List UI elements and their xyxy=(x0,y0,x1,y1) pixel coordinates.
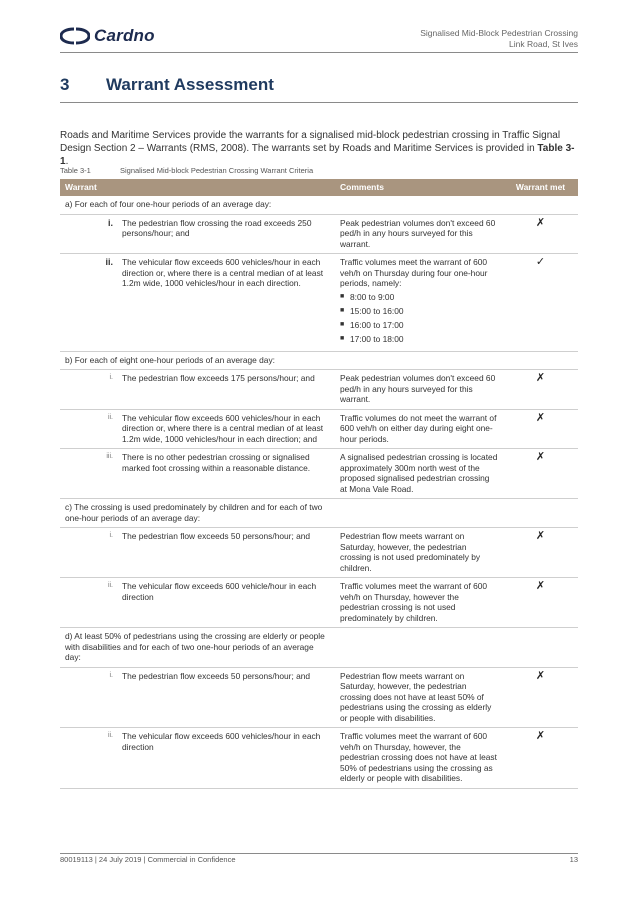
warrant-text: The pedestrian flow exceeds 50 persons/hour; and xyxy=(122,531,311,541)
section-heading xyxy=(60,75,578,95)
warrant-text: The pedestrian flow exceeds 175 persons/hour; and xyxy=(122,373,315,383)
table-row xyxy=(60,667,578,728)
group-label: b) For each of eight one-hour periods of an average day: xyxy=(60,351,335,370)
comment-text: Pedestrian flow meets warrant on Saturday, however, the pedestrian crossing does not have at least 50% of pedestrians using the crossing as elderly or people with disabilities. xyxy=(335,667,503,728)
list-item: ■ 8:00 to 9:00 xyxy=(340,292,395,303)
list-item: ■ 16:00 to 17:00 xyxy=(340,320,404,331)
header-divider xyxy=(60,52,578,53)
table-row xyxy=(60,370,578,410)
warrant-text: The vehicular flow exceeds 600 vehicles/hour in each direction xyxy=(122,731,321,752)
row-marker: ii. xyxy=(105,257,113,267)
header-comments: Comments xyxy=(335,179,503,196)
footer-reference: 80019113 | 24 July 2019 | Commercial in Confidence xyxy=(60,855,236,864)
group-row xyxy=(60,196,578,214)
warrant-text: The vehicular flow exceeds 600 vehicle/hour in each direction xyxy=(122,581,317,602)
warrant-met-mark: ✗ xyxy=(503,449,578,499)
warrant-met-mark: ✗ xyxy=(503,370,578,410)
table-row xyxy=(60,728,578,789)
comment-text: Peak pedestrian volumes don't exceed 60 ped/h in any hours surveyed for this warrant. xyxy=(335,370,503,410)
group-label: a) For each of four one-hour periods of an average day: xyxy=(60,196,335,214)
document-title: Signalised Mid-Block Pedestrian Crossing xyxy=(420,28,578,38)
intro-end: . xyxy=(65,156,69,167)
footer-divider xyxy=(60,853,578,854)
table-caption-number: Table 3-1 xyxy=(60,166,91,175)
row-marker: i. xyxy=(107,217,113,228)
comment-text: Traffic volumes meet the warrant of 600 veh/h on Thursday, however the pedestrian crossing is not used predominately by children. xyxy=(335,578,503,628)
table-caption-title: Signalised Mid-block Pedestrian Crossing Warrant Criteria xyxy=(120,166,314,175)
warrant-met-mark: ✗ xyxy=(503,528,578,578)
group-row xyxy=(60,499,578,528)
page-number: 13 xyxy=(569,855,578,864)
comment-text: Traffic volumes meet the warrant of 600 veh/h on Thursday during four one-hour periods, namely: xyxy=(340,257,488,288)
table-row xyxy=(60,409,578,449)
comment-text: A signalised pedestrian crossing is located approximately 300m north west of the proposed signalised pedestrian crossing at Mona Vale Road. xyxy=(335,449,503,499)
bullet-icon: ■ xyxy=(340,293,345,301)
table-row xyxy=(60,449,578,499)
warrant-met-mark: ✗ xyxy=(503,728,578,789)
cardno-logo xyxy=(60,26,155,46)
warrant-met-mark: ✓ xyxy=(503,254,578,352)
bullet-icon: ■ xyxy=(340,335,345,343)
row-marker: i. xyxy=(109,671,113,679)
document-location: Link Road, St Ives xyxy=(509,39,578,49)
warrant-text: There is no other pedestrian crossing or signalised marked foot crossing within a reasonable distance. xyxy=(122,452,311,473)
group-row xyxy=(60,351,578,370)
document-header xyxy=(420,28,578,50)
group-label: c) The crossing is used predominately by children and for each of two one-hour periods of an average day: xyxy=(60,499,335,528)
comment-text: Traffic volumes meet the warrant of 600 veh/h on Thursday, however, the pedestrian crossing does not have at least 50% of pedestrians using the crossing as elderly or people with disabilities. xyxy=(335,728,503,789)
warrant-text: The pedestrian flow exceeds 50 persons/hour; and xyxy=(122,670,311,681)
intro-text: Roads and Maritime Services provide the warrants for a signalised mid-block pedestrian crossing in Traffic Signal Design Section 2 – Warrants (RMS, 2008). The warrants set by Roads and Maritime Services is provided in xyxy=(60,130,561,154)
logo-text: Cardno xyxy=(94,26,155,45)
comment-text: Peak pedestrian volumes don't exceed 60 ped/h in any hours surveyed for this warrant. xyxy=(335,214,503,254)
comment-text: Pedestrian flow meets warrant on Saturday, however, the pedestrian crossing is not used predominately by children. xyxy=(335,528,503,578)
row-marker: i. xyxy=(109,532,113,539)
row-marker: ii. xyxy=(107,413,113,421)
warrant-text: The vehicular flow exceeds 600 vehicles/hour in each direction or, where there is a central median of at least 1.2m wide, 1000 vehicles/hour in each direction; and xyxy=(122,412,324,444)
table-header-row xyxy=(60,179,578,196)
table-caption xyxy=(60,166,580,175)
warrant-met-mark: ✗ xyxy=(503,214,578,254)
warrant-met-mark: ✗ xyxy=(503,578,578,628)
table-row xyxy=(60,528,578,578)
table-reference: Table 3-1 xyxy=(60,143,575,167)
header-warrant-met: Warrant met xyxy=(503,179,578,196)
warrant-text: The pedestrian flow crossing the road exceeds 250 persons/hour; and xyxy=(122,217,312,238)
warrant-met-mark: ✗ xyxy=(503,409,578,449)
time-period-list xyxy=(340,291,498,347)
group-label: d) At least 50% of pedestrians using the crossing are elderly or people with disabilities and for each of two one-hour periods of an average day: xyxy=(60,628,335,668)
list-item: ■ 17:00 to 18:00 xyxy=(340,334,404,345)
header-warrant: Warrant xyxy=(60,179,335,196)
table-row xyxy=(60,254,578,352)
row-marker: iii. xyxy=(106,453,113,460)
warrant-table xyxy=(60,179,578,789)
section-title: Warrant Assessment xyxy=(106,75,274,94)
table-row xyxy=(60,578,578,628)
intro-paragraph xyxy=(60,129,580,168)
warrant-text: The vehicular flow exceeds 600 vehicles/hour in each direction or, where there is a central median of at least 1.2m wide, 1000 vehicles/hour in each direction. xyxy=(122,257,324,288)
cardno-logo-icon xyxy=(60,27,90,45)
row-marker: i. xyxy=(109,374,113,381)
row-marker: ii. xyxy=(107,582,113,589)
table-row xyxy=(60,214,578,254)
section-number: 3 xyxy=(60,75,70,94)
row-marker: ii. xyxy=(107,732,113,739)
warrant-met-mark: ✗ xyxy=(503,667,578,728)
bullet-icon: ■ xyxy=(340,307,345,315)
list-item: ■ 15:00 to 16:00 xyxy=(340,306,404,317)
group-row xyxy=(60,628,578,668)
section-divider xyxy=(60,102,578,103)
comment-text: Traffic volumes do not meet the warrant of 600 veh/h on either day during eight one-hour periods. xyxy=(335,409,503,449)
bullet-icon: ■ xyxy=(340,321,345,329)
